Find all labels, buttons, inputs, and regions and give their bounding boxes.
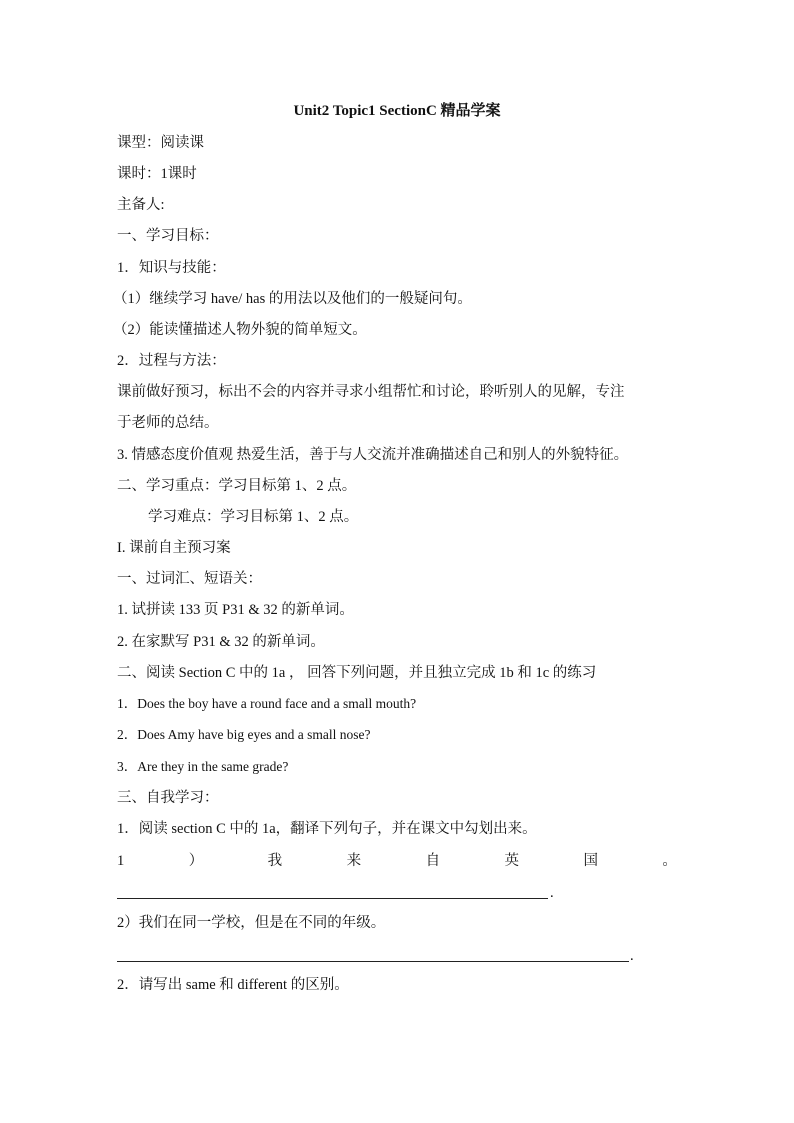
question-3: 3．Are they in the same grade?	[117, 759, 289, 774]
question-1: 1．Does the boy have a round face and a small mouth?	[117, 696, 417, 711]
objective-process-heading: 2．过程与方法：	[117, 353, 226, 369]
answer-blank-1-end: .	[550, 885, 554, 901]
spread-char: 国	[583, 853, 598, 869]
answer-blank-2-end: .	[630, 948, 634, 964]
answer-blank-2[interactable]	[117, 961, 629, 962]
question-2: 2．Does Amy have big eyes and a small nose?	[117, 727, 371, 742]
process-text-line-1: 课前做好预习，标出不会的内容并寻求小组帮忙和讨论，聆听别人的见解，专注	[117, 384, 625, 400]
translation-sentence-2: 2）我们在同一学校，但是在不同的年级。	[117, 915, 386, 931]
spread-char: 。	[662, 853, 677, 869]
answer-blank-1[interactable]	[117, 898, 548, 899]
key-points: 二、学习重点：学习目标第 1、2 点。	[117, 478, 357, 494]
objective-attitude: 3. 情感态度价值观 热爱生活，善于与人交流并准确描述自己和别人的外貌特征。	[117, 447, 629, 463]
objective-item-1: （1）继续学习 have/ has 的用法以及他们的一般疑问句。	[113, 291, 472, 307]
translation-task: 1．阅读 section C 中的 1a，翻译下列句子，并在课文中勾划出来。	[117, 821, 537, 837]
difficult-points: 学习难点：学习目标第 1、2 点。	[148, 509, 359, 525]
lesson-preparer: 主备人:	[117, 197, 165, 213]
spread-char: 自	[425, 853, 441, 869]
lesson-type: 课型：阅读课	[117, 135, 204, 151]
vocabulary-heading: 一、过词汇、短语关：	[117, 571, 262, 587]
spread-char: ）	[188, 853, 204, 869]
objective-item-2: （2）能读懂描述人物外貌的简单短文。	[113, 322, 367, 338]
spread-char: 我	[267, 853, 283, 869]
spread-char: 1	[117, 853, 125, 869]
lesson-hours: 课时：1课时	[117, 166, 197, 182]
self-study-heading: 三、自我学习：	[117, 790, 219, 806]
translation-sentence-1	[117, 850, 677, 872]
vocabulary-task-2: 2. 在家默写 P31 & 32 的新单词。	[117, 634, 325, 650]
objective-knowledge-heading: 1．知识与技能：	[117, 260, 226, 276]
spread-char: 来	[346, 853, 362, 869]
section-heading-objectives: 一、学习目标：	[117, 228, 219, 244]
same-different-task: 2．请写出 same 和 different 的区别。	[117, 977, 349, 993]
reading-heading: 二、阅读 Section C 中的 1a ， 回答下列问题，并且独立完成 1b 和 1c 的练习	[117, 665, 597, 681]
process-text-line-2: 于老师的总结。	[117, 415, 219, 431]
section-heading-preview: I. 课前自主预习案	[117, 540, 231, 556]
spread-char: 英	[504, 853, 520, 869]
document-title: Unit2 Topic1 SectionC 精品学案	[293, 103, 501, 119]
vocabulary-task-1: 1. 试拼读 133 页 P31 & 32 的新单词。	[117, 602, 354, 618]
